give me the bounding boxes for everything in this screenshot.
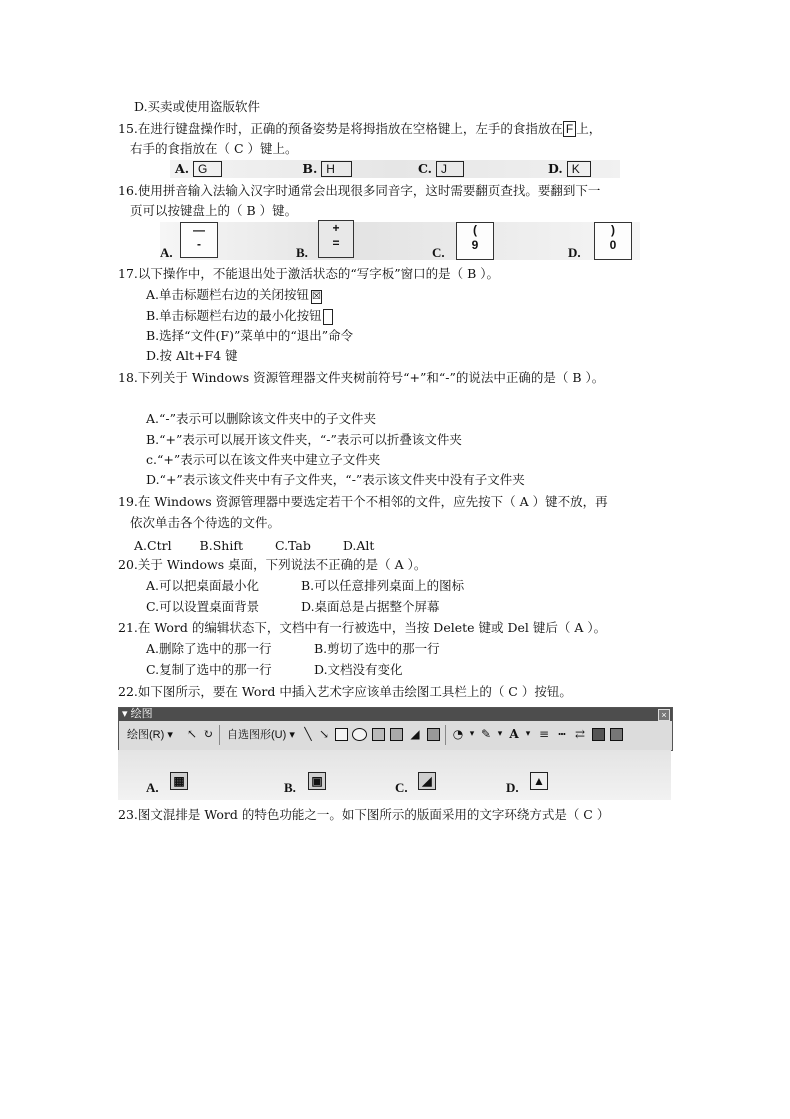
- q20-opt-c: C.可以设置桌面背景: [146, 599, 260, 614]
- font-color-option-icon: ▲: [530, 772, 548, 790]
- zero-key-top: ): [611, 223, 615, 237]
- close-icon: ☒: [312, 291, 321, 302]
- q19-stem-line1: 19.在 Windows 资源管理器中要选定若干个不相邻的文件，应先按下（ A ）键不放，再: [118, 494, 608, 509]
- toolbar-close-icon[interactable]: ×: [658, 709, 670, 721]
- k-key-box: K: [567, 161, 591, 177]
- q15-stem-line1: [118, 121, 601, 137]
- clipart-tool-icon[interactable]: [427, 728, 440, 741]
- g-key-box: G: [193, 161, 222, 177]
- toolbar-separator: [219, 725, 220, 745]
- q21-opt-a: A.删除了选中的那一行: [146, 641, 272, 656]
- q17-opt-d: D.按 Alt+F4 键: [146, 348, 238, 363]
- q19-opt-c: C.Tab: [274, 538, 311, 553]
- dash-style-icon[interactable]: ┅: [558, 727, 566, 741]
- q15-stem-line2: 右手的食指放在（ C ）键上。: [130, 141, 298, 156]
- minus-key-top: —: [193, 223, 205, 237]
- q22-options: [118, 750, 671, 800]
- vertical-textbox-icon[interactable]: [390, 728, 403, 741]
- q15-opt-b: B. H: [302, 161, 352, 177]
- minus-key-bottom: -: [197, 237, 201, 251]
- f-key-box: F: [563, 121, 576, 137]
- q20-opt-b: B.可以任意排列桌面上的图标: [301, 578, 465, 593]
- q16-opt-b-label: B.: [296, 245, 308, 260]
- q20-opt-a: A.可以把桌面最小化: [146, 578, 260, 593]
- minimize-icon: [323, 309, 333, 325]
- draw-menu[interactable]: 绘图(R) ▾: [127, 729, 173, 741]
- toolbar-separator: [445, 725, 446, 745]
- q19-stem-line2: 依次单击各个待选的文件。: [130, 515, 281, 530]
- textbox-option-icon: ▦: [170, 772, 188, 790]
- q21-opt-c: C.复制了选中的那一行: [146, 662, 272, 677]
- q15-opt-a: A. G: [175, 161, 222, 177]
- h-key-box: H: [321, 161, 352, 177]
- q19-opt-a: A.Ctrl: [134, 538, 172, 553]
- equals-key-bottom: =: [332, 236, 340, 250]
- arrow-tool-icon[interactable]: ↘: [318, 727, 330, 741]
- q18-stem: 18.下列关于 Windows 资源管理器文件夹树前符号“+”和“-”的说法中正确的是（ B ）。: [118, 370, 605, 385]
- wordart-option-icon: ◢: [418, 772, 436, 790]
- q17-opt-a-text: A.单击标题栏右边的关闭按钮: [146, 287, 310, 302]
- q17-opt-c: B.选择“文件(F)”菜单中的“退出”命令: [146, 328, 354, 343]
- rotate-icon[interactable]: ↻: [202, 727, 214, 741]
- q18-opt-b: B.“+”表示可以展开该文件夹，“-”表示可以折叠该文件夹: [146, 432, 462, 447]
- q22-opt-d-label: D.: [506, 780, 519, 795]
- q21-stem: 21.在 Word 的编辑状态下，文档中有一行被选中，当按 Delete 键或 Del 键后（ A ）。: [118, 620, 607, 635]
- q22-stem: 22.如下图所示，要在 Word 中插入艺术字应该单击绘图工具栏上的（ C ）按钮。: [118, 684, 572, 699]
- q15-opt-c: C. J: [418, 161, 464, 177]
- q18-opt-d: D.“+”表示该文件夹中有子文件夹，“-”表示该文件夹中没有子文件夹: [146, 472, 525, 487]
- q16-stem-line1: 16.使用拼音输入法输入汉字时通常会出现很多同音字，这时需要翻页查找。要翻到下一: [118, 183, 601, 198]
- q21-options-row2: [146, 662, 403, 678]
- font-color-dropdown-icon[interactable]: ▾: [525, 729, 531, 739]
- j-key-box: J: [436, 161, 464, 177]
- q23-stem: 23.图文混排是 Word 的特色功能之一。如下图所示的版面采用的文字环绕方式是（ C ）: [118, 807, 610, 822]
- line-style-icon[interactable]: ≡: [538, 727, 550, 741]
- textbox-tool-icon[interactable]: [372, 728, 385, 741]
- q15-stem-tail: 上，: [576, 121, 602, 136]
- q19-options: [134, 538, 374, 554]
- drawing-toolbar: [118, 707, 673, 751]
- q21-opt-d: D.文档没有变化: [314, 662, 403, 677]
- q22-opt-b-label: B.: [284, 780, 296, 795]
- q16-opt-d-label: D.: [568, 245, 581, 260]
- q16-opt-a-label: A.: [160, 245, 173, 260]
- zero-key: [594, 222, 632, 260]
- q22-opt-c-label: C.: [395, 780, 408, 795]
- q18-opt-a: A.“-”表示可以删除该文件夹中的子文件夹: [146, 411, 377, 426]
- q21-options-row1: [146, 641, 440, 657]
- q20-opt-d: D.桌面总是占据整个屏幕: [301, 599, 440, 614]
- q16-stem-line2: 页可以按键盘上的（ B ）键。: [130, 203, 298, 218]
- fill-dropdown-icon[interactable]: ▾: [469, 729, 475, 739]
- oval-tool-icon[interactable]: [352, 728, 367, 741]
- select-pointer-icon[interactable]: ↖: [186, 727, 198, 741]
- rectangle-tool-icon[interactable]: [335, 728, 348, 741]
- font-color-icon[interactable]: A: [509, 727, 519, 741]
- toolbar-titlebar: [119, 708, 672, 721]
- line-color-icon[interactable]: ✎: [480, 727, 492, 741]
- fill-color-icon[interactable]: ◔: [452, 727, 464, 741]
- q14-option-d: D.买卖或使用盗版软件: [134, 99, 261, 114]
- q18-opt-c: c.“+”表示可以在该文件夹中建立子文件夹: [146, 452, 381, 467]
- q20-options-row1: [146, 578, 464, 594]
- nine-key-bottom: 9: [471, 238, 479, 252]
- q15-stem-text: 15.在进行键盘操作时，正确的预备姿势是将拇指放在空格键上，左手的食指放在: [118, 121, 563, 136]
- q19-opt-b: B.Shift: [199, 538, 243, 553]
- q20-options-row2: [146, 599, 440, 615]
- plus-equals-key: [318, 220, 354, 258]
- q19-opt-d: D.Alt: [342, 538, 375, 553]
- q20-stem: 20.关于 Windows 桌面，下列说法不正确的是（ A ）。: [118, 557, 427, 572]
- q15-options: [175, 161, 591, 177]
- 3d-icon[interactable]: [610, 728, 623, 741]
- autoshapes-menu[interactable]: 自选图形(U) ▾: [227, 729, 295, 741]
- clipart-option-icon: ▣: [308, 772, 326, 790]
- q21-opt-b: B.剪切了选中的那一行: [314, 641, 440, 656]
- arrow-style-icon[interactable]: ⇄: [574, 727, 586, 741]
- q17-opt-b-text: B.单击标题栏右边的最小化按钮: [146, 308, 322, 323]
- q22-opt-a-label: A.: [146, 780, 159, 795]
- q17-opt-a: [146, 287, 322, 304]
- q16-opt-c-label: C.: [432, 245, 445, 260]
- zero-key-bottom: 0: [609, 238, 617, 252]
- toolbar-title: ▾ 绘图: [122, 708, 153, 720]
- shadow-icon[interactable]: [592, 728, 605, 741]
- q17-opt-b: [146, 308, 333, 325]
- line-tool-icon[interactable]: ╲: [304, 727, 312, 741]
- q17-stem: 17.以下操作中，不能退出处于激活状态的“写字板”窗口的是（ B ）。: [118, 266, 500, 281]
- line-color-dropdown-icon[interactable]: ▾: [497, 729, 503, 739]
- nine-key-top: (: [473, 223, 477, 237]
- plus-key-top: +: [332, 221, 340, 235]
- q15-opt-d: D. K: [548, 161, 591, 177]
- nine-key: [456, 222, 494, 260]
- minus-key: [180, 222, 218, 258]
- wordart-tool-icon[interactable]: ◢: [410, 727, 420, 741]
